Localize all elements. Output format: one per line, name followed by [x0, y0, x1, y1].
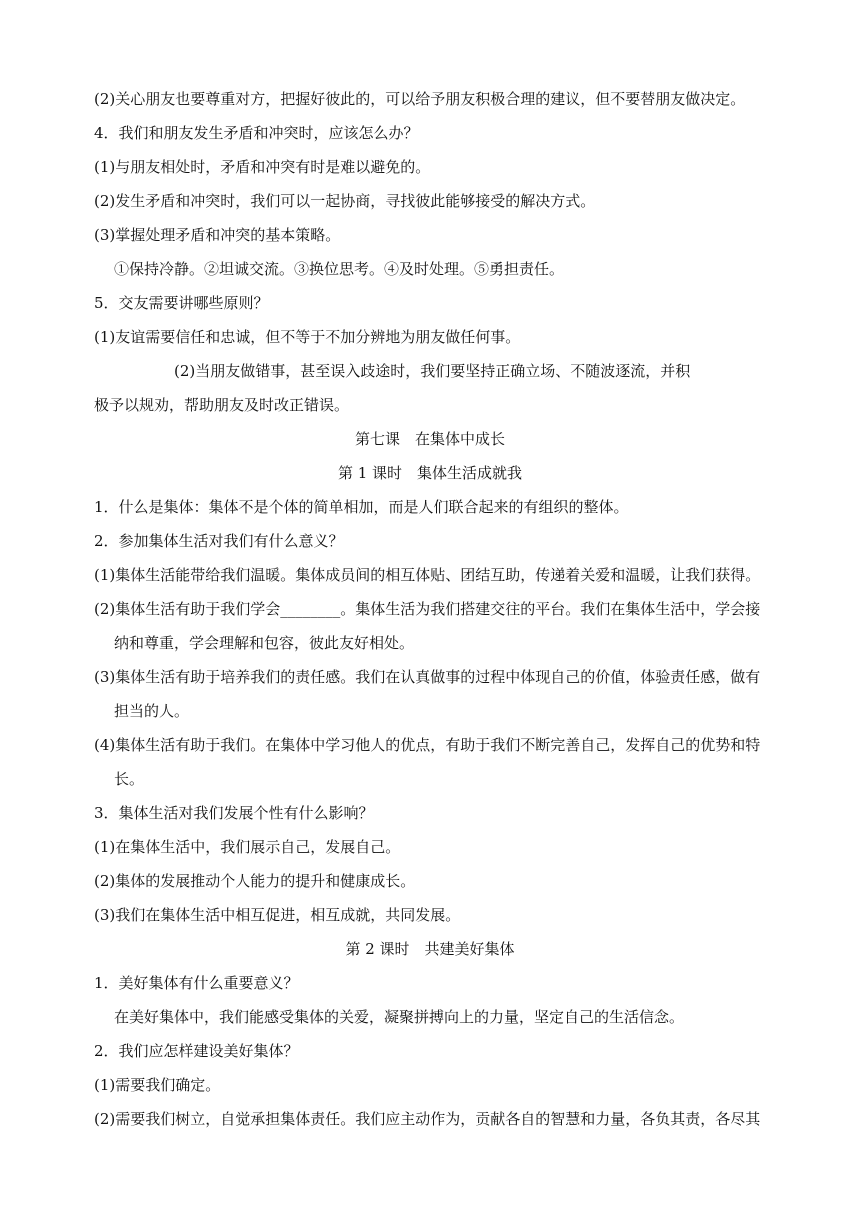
text-line: (1)需要我们确定。 [94, 1076, 221, 1094]
section-title: 第 2 课时 共建美好集体 [345, 940, 515, 958]
text-line: (2)集体生活有助于我们学会________。集体生活为我们搭建交往的平台。我们在集体生活中，学会接 [94, 600, 761, 618]
text-line: (1)在集体生活中，我们展示自己，发展自己。 [94, 838, 401, 856]
text-line: (4)集体生活有助于我们。在集体中学习他人的优点，有助于我们不断完善自己，发挥自己的优势和特 [94, 736, 761, 754]
lesson-title: 第七课 在集体中成长 [354, 430, 505, 448]
question-heading: 2．参加集体生活对我们有什么意义？ [94, 532, 344, 550]
text-line: (2)关心朋友也要尊重对方，把握好彼此的，可以给予朋友积极合理的建议，但不要替朋友做决定。 [94, 90, 746, 108]
text-line: 极予以规劝，帮助朋友及时改正错误。 [94, 396, 350, 414]
text-line: 纳和尊重，学会理解和包容，彼此友好相处。 [114, 634, 415, 652]
text-line: 担当的人。 [114, 702, 190, 720]
text-line: (3)掌握处理矛盾和冲突的基本策略。 [94, 226, 341, 244]
text-line: 长。 [114, 770, 145, 788]
text-line: (1)友谊需要信任和忠诚，但不等于不加分辨地为朋友做任何事。 [94, 328, 521, 346]
question-heading: 1．美好集体有什么重要意义？ [94, 974, 299, 992]
question-heading: 3．集体生活对我们发展个性有什么影响？ [94, 804, 374, 822]
question-heading: 1．什么是集体：集体不是个体的简单相加，而是人们联合起来的有组织的整体。 [94, 498, 629, 516]
text-line: (1)与朋友相处时，矛盾和冲突有时是难以避免的。 [94, 158, 431, 176]
question-heading: 4．我们和朋友发生矛盾和冲突时，应该怎么办？ [94, 124, 419, 142]
text-line: (1)集体生活能带给我们温暖。集体成员间的相互体贴、团结互助，传递着关爱和温暖，让我们获得。 [94, 566, 761, 584]
text-line: 在美好集体中，我们能感受集体的关爱，凝聚拼搏向上的力量，坚定自己的生活信念。 [114, 1008, 685, 1026]
text-line: (3)我们在集体生活中相互促进，相互成就，共同发展。 [94, 906, 461, 924]
question-heading: 2．我们应怎样建设美好集体？ [94, 1042, 299, 1060]
text-line: (2)当朋友做错事，甚至误入歧途时，我们要坚持正确立场、不随波逐流，并积 [174, 362, 691, 380]
section-title: 第 1 课时 集体生活成就我 [337, 464, 523, 482]
text-line: (2)发生矛盾和冲突时，我们可以一起协商，寻找彼此能够接受的解决方式。 [94, 192, 596, 210]
text-line: (2)需要我们树立，自觉承担集体责任。我们应主动作为，贡献各自的智慧和力量，各负其责，各尽其 [94, 1110, 761, 1128]
text-line: ①保持冷静。②坦诚交流。③换位思考。④及时处理。⑤勇担责任。 [114, 260, 565, 278]
question-heading: 5．交友需要讲哪些原则？ [94, 294, 269, 312]
text-line: (2)集体的发展推动个人能力的提升和健康成长。 [94, 872, 416, 890]
text-line: (3)集体生活有助于培养我们的责任感。我们在认真做事的过程中体现自己的价值，体验责任感，做有 [94, 668, 761, 686]
